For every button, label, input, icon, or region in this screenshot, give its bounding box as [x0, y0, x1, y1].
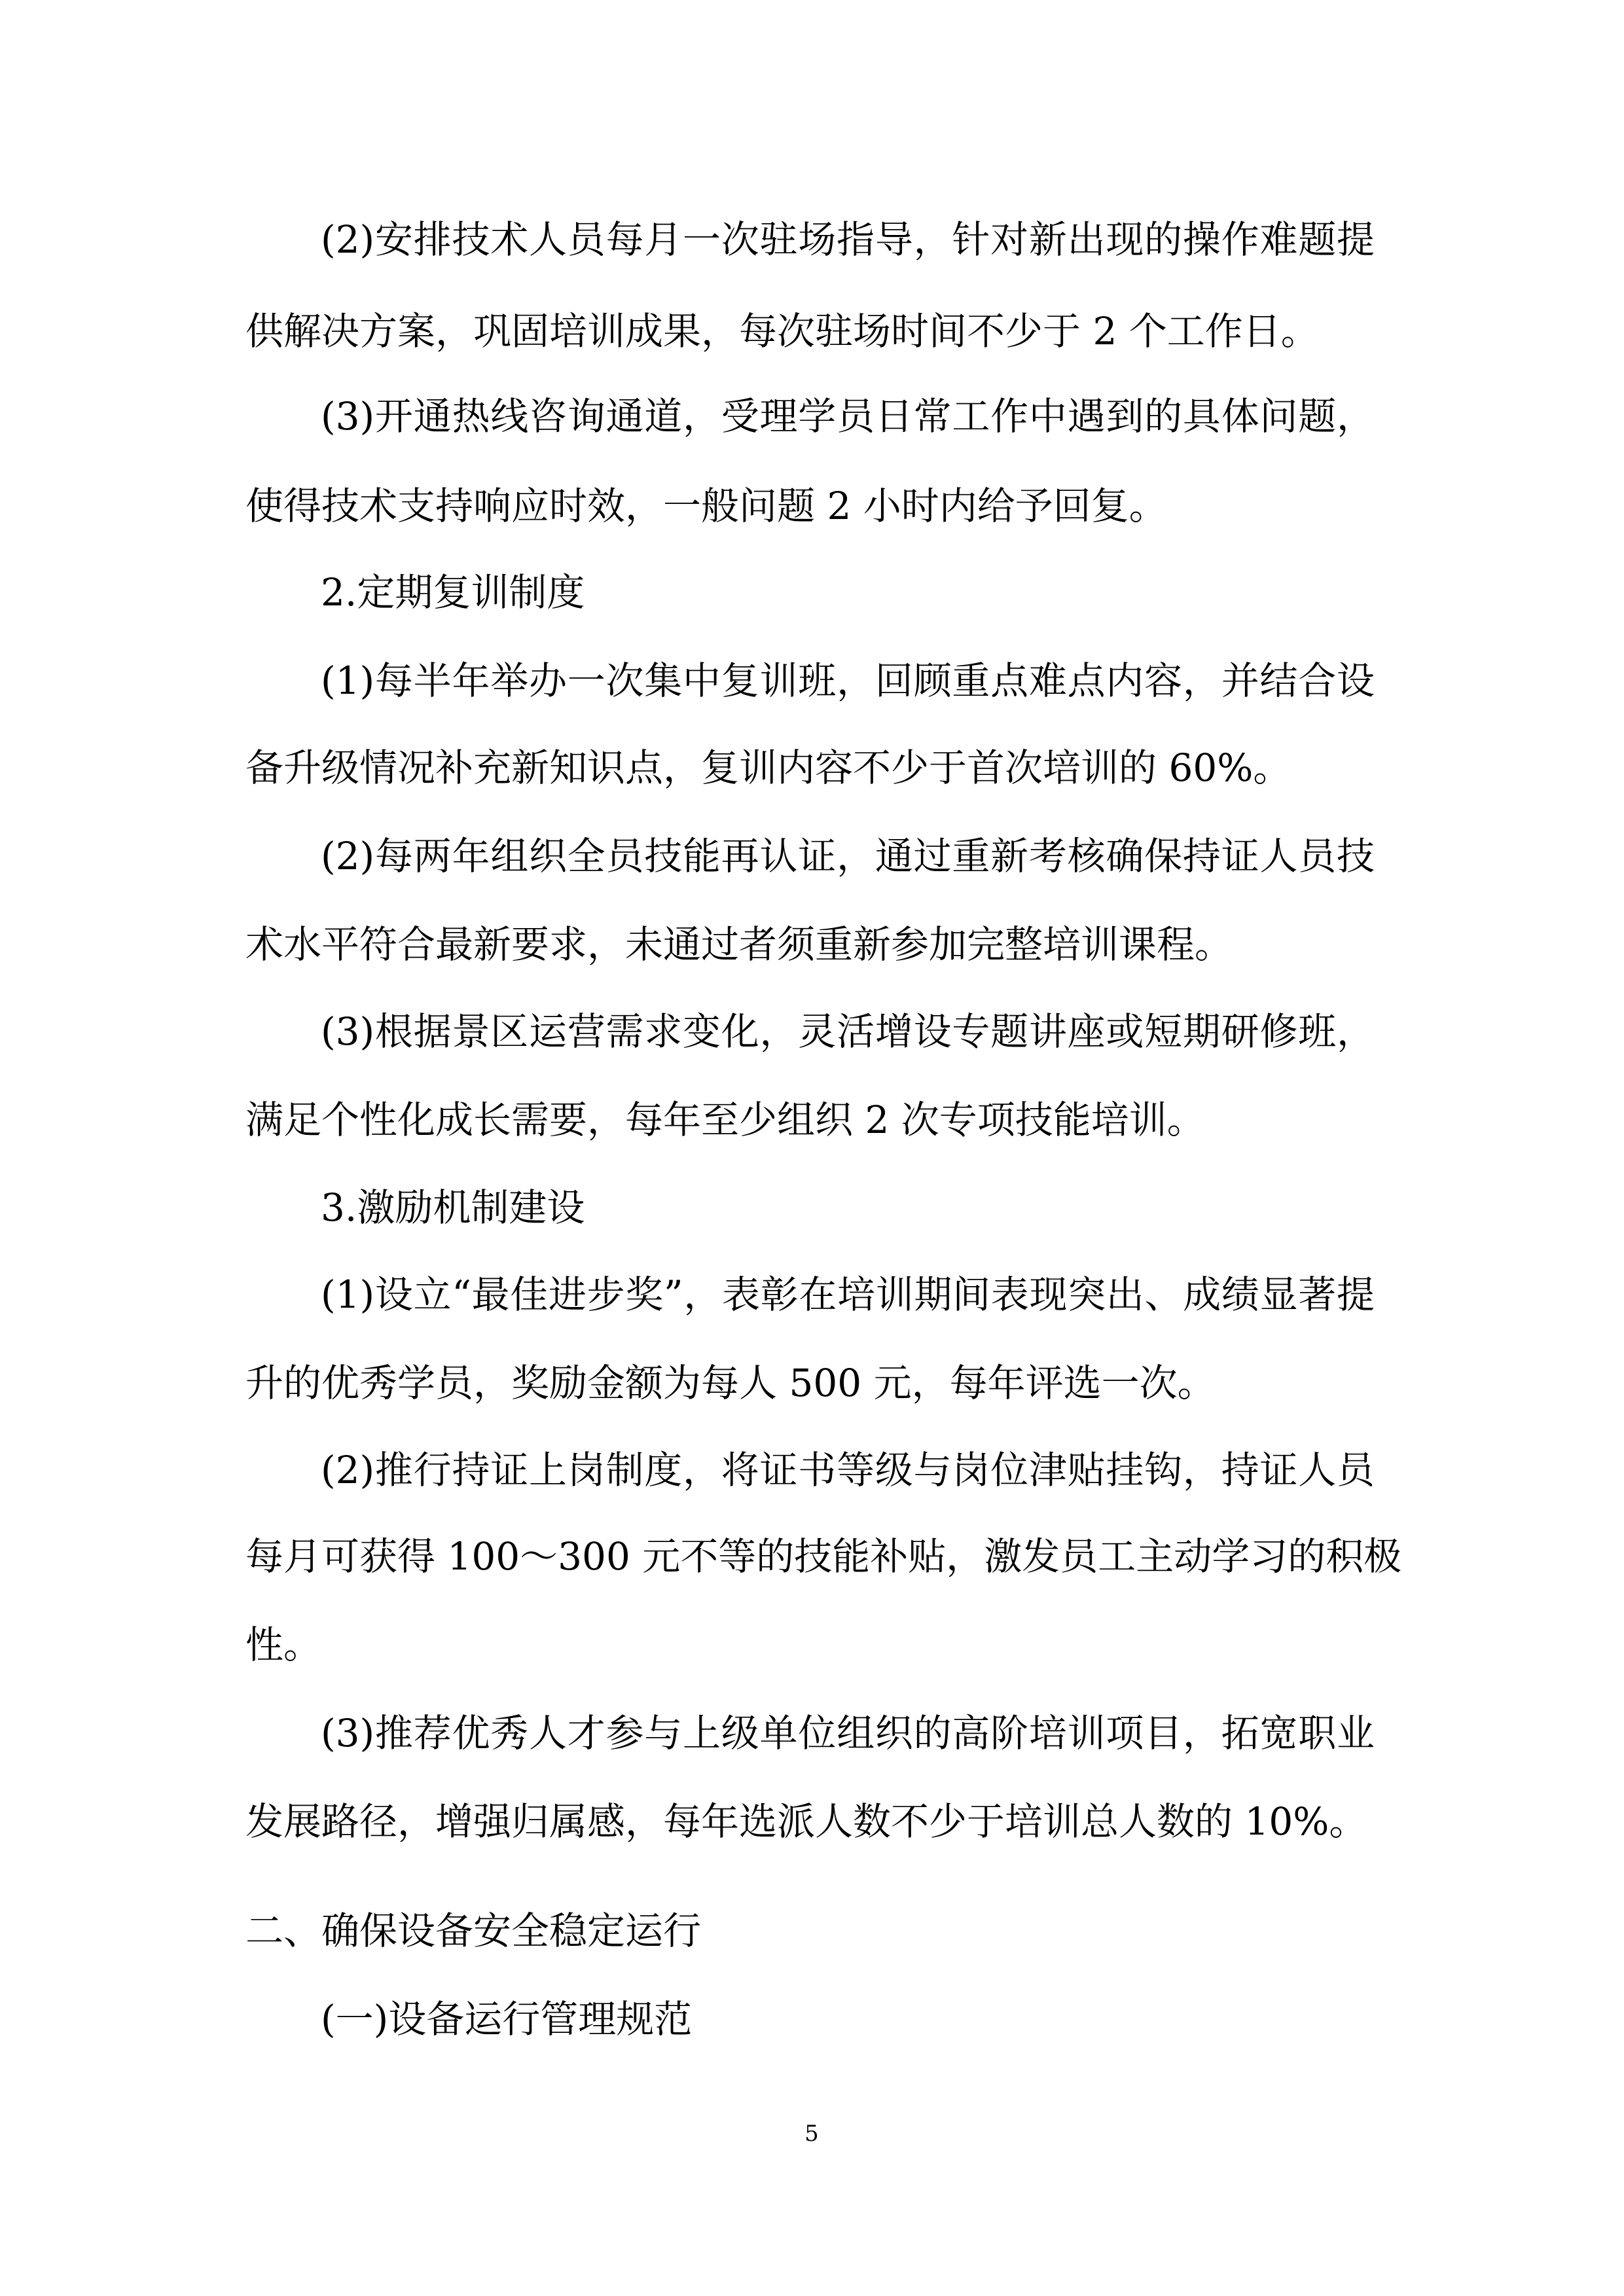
page-number: 5	[804, 2121, 819, 2147]
paragraph-line: 发展路径，增强归属感，每年选派人数不少于培训总人数的 10%。	[245, 1799, 1367, 1844]
section-heading: 3.激励机制建设	[321, 1185, 585, 1230]
paragraph-line: 术水平符合最新要求，未通过者须重新参加完整培训课程。	[245, 922, 1233, 967]
paragraph-line: (2)每两年组织全员技能再认证，通过重新考核确保持证人员技	[321, 834, 1375, 878]
paragraph-line: 备升级情况补充新知识点，复训内容不少于首次培训的 60%。	[245, 745, 1291, 790]
paragraph-line: 满足个性化成长需要，每年至少组织 2 次专项技能培训。	[245, 1098, 1205, 1142]
subsection-heading: (一)设备运行管理规范	[321, 1997, 693, 2041]
paragraph-line: 性。	[245, 1623, 322, 1667]
section-heading: 2.定期复训制度	[321, 570, 585, 615]
paragraph-line: (3)根据景区运营需求变化，灵活增设专题讲座或短期研修班，	[321, 1009, 1375, 1054]
paragraph-line: 升的优秀学员，奖励金额为每人 500 元，每年评选一次。	[245, 1361, 1216, 1405]
paragraph-line: (2)推行持证上岗制度，将证书等级与岗位津贴挂钩，持证人员	[321, 1448, 1375, 1492]
paragraph-line: (1)每半年举办一次集中复训班，回顾重点难点内容，并结合设	[321, 658, 1375, 703]
paragraph-line: 供解决方案，巩固培训成果，每次驻场时间不少于 2 个工作日。	[245, 309, 1319, 353]
paragraph-line: 每月可获得 100～300 元不等的技能补贴，激发员工主动学习的积极	[245, 1534, 1402, 1579]
paragraph-line: 使得技术支持响应时效，一般问题 2 小时内给予回复。	[245, 484, 1167, 528]
chapter-heading: 二、确保设备安全稳定运行	[245, 1909, 702, 1953]
paragraph-line: (3)推荐优秀人才参与上级单位组织的高阶培训项目，拓宽职业	[321, 1711, 1375, 1755]
paragraph-line: (3)开通热线咨询通道，受理学员日常工作中遇到的具体问题，	[321, 394, 1375, 439]
paragraph-line: (2)安排技术人员每月一次驻场指导，针对新出现的操作难题提	[321, 217, 1375, 262]
paragraph-line: (1)设立“最佳进步奖”，表彰在培训期间表现突出、成绩显著提	[321, 1272, 1375, 1317]
